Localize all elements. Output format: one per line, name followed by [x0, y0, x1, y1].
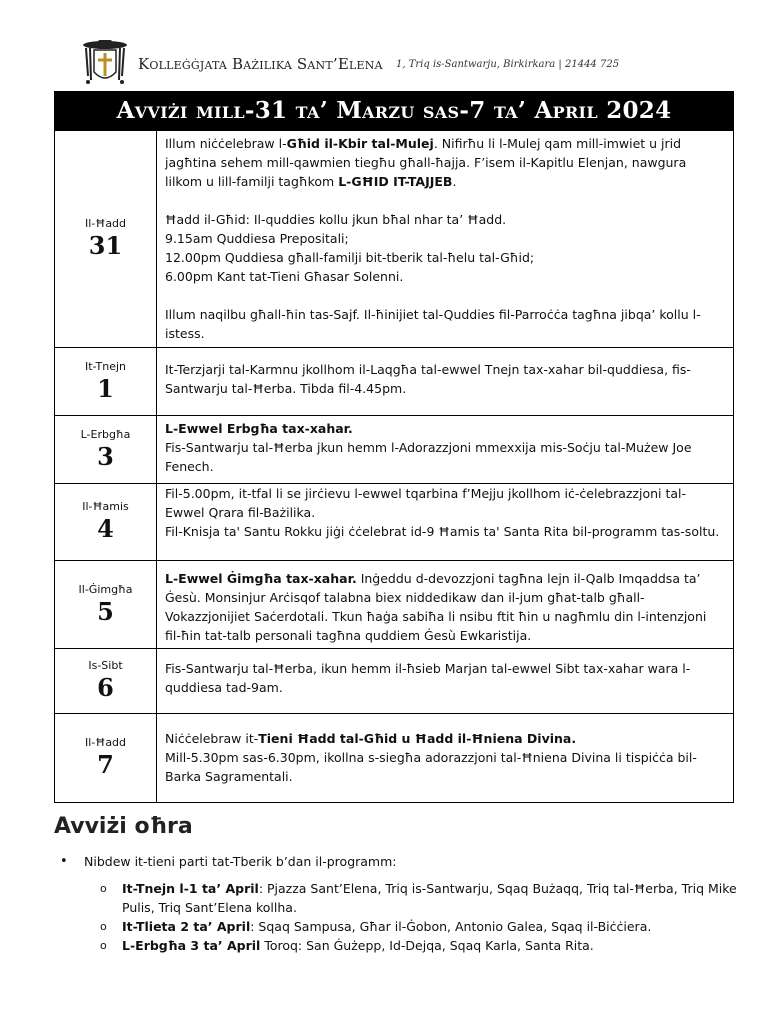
day-name: L-Erbgħa	[80, 427, 131, 441]
day-content	[157, 561, 733, 648]
day-row	[55, 130, 733, 347]
circle-bullet-icon: o	[100, 882, 107, 895]
day-name: Il-Ħamis	[82, 500, 129, 513]
text-span: . Nifirħu li l-Mulej qam mill-imwiet u jrid jagħtina sehem mill-qawmien tiegħu għall-ħajja. F’isem il-Kapitlu Elenjan, nawgura lilkom u lill-familji tagħkom	[165, 136, 687, 189]
episcopal-crest-icon	[80, 36, 130, 88]
circle-bullet-icon: o	[100, 920, 107, 933]
bold-text: It-Tnejn l-1 ta’ April	[122, 881, 259, 896]
day-row	[55, 415, 733, 483]
day-number: 31	[88, 231, 123, 260]
sub-list-item	[100, 917, 740, 936]
day-name: Il-Ġimgħa	[78, 582, 133, 596]
text-span: .	[452, 174, 457, 189]
day-row	[55, 347, 733, 415]
day-cell	[55, 561, 157, 648]
summer-time-note: Illum naqilbu għall-ħin tas-Sajf. Il-ħinijiet tal-Quddies fil-Parroċċa tagħna jibqa’ kollu l-istess.	[165, 307, 701, 341]
schedule-line: 6.00pm Kant tat-Tieni Għasar Solenni.	[165, 269, 404, 284]
notices-table	[54, 91, 734, 803]
day-number: 1	[97, 373, 114, 403]
day-row	[55, 713, 733, 802]
bold-text: L-Ewwel Ġimgħa tax-xahar.	[165, 571, 357, 586]
day-content	[157, 714, 733, 802]
sub-item-text	[122, 879, 740, 917]
notice-text: It-Terzjarji tal-Karmnu jkollhom il-Laqgħa tal-ewwel Tnejn tax-xahar bil-quddiesa, fis-Santwarju tal-Ħerba. Tibda fil-4.45pm.	[165, 362, 691, 396]
notice-text	[165, 729, 725, 748]
day-content	[157, 649, 733, 713]
day-cell	[55, 131, 157, 347]
circle-bullet-icon: o	[100, 939, 107, 952]
text-span: Inġeddu d-devozzjoni tagħna lejn il-Qalb Imqaddsa ta’ Ġesù. Monsinjur Arċisqof talabna biex niddedikaw dan il-jum għat-talb għall-Vokazzjonijiet Saċerdotali. Tkun ħaġa sabiħa li nsibu ftit ħin u nagħmlu din l-intenzjoni fil-ħin tat-talb personali tagħna quddiem Ġesù Ewkaristija.	[165, 571, 707, 643]
day-cell	[55, 714, 157, 802]
day-number: 5	[97, 596, 114, 626]
bold-text: L-Ewwel Erbgħa tax-xahar.	[165, 421, 353, 436]
notice-text: Mill-5.30pm sas-6.30pm, ikollna s-siegħa adorazzjoni tal-Ħniena Divina li tispiċċa bil-Barka Sagramentali.	[165, 750, 697, 784]
day-cell	[55, 348, 157, 415]
text-span: : Pjazza Sant’Elena, Triq is-Santwarju, Sqaq Bużaqq, Triq tal-Ħerba, Triq Mike Pulis, Triq Sant’Elena kollha.	[122, 881, 737, 915]
notice-text: Fil-5.00pm, it-tfal li se jirċievu l-ewwel tqarbina f’Mejju jkollhom iċ-ċelebrazzjoni tal-Ewwel Qrara fil-Bażilika.	[165, 486, 687, 520]
page-header	[80, 36, 700, 88]
day-number: 3	[97, 441, 114, 471]
other-notices-title: Avviżi oħra	[54, 814, 193, 839]
bold-text: It-Tlieta 2 ta’ April	[122, 919, 251, 934]
sub-list-item	[100, 936, 740, 955]
day-name: It-Tnejn	[84, 359, 126, 373]
day-content	[157, 416, 733, 483]
sub-list-item	[100, 879, 740, 917]
day-number: 4	[97, 514, 114, 543]
day-number: 7	[97, 750, 114, 779]
bold-heading	[165, 419, 725, 438]
day-name: Is-Sibt	[88, 659, 123, 672]
day-cell	[55, 484, 157, 560]
day-cell	[55, 416, 157, 483]
notice-text: Fis-Santwarju tal-Ħerba jkun hemm l-Adorazzjoni mmexxija mis-Soċju tal-Mużew Joe Fenech.	[165, 440, 692, 474]
bullet-icon: •	[60, 854, 68, 869]
bold-text: Għid il-Kbir tal-Mulej	[286, 136, 434, 151]
text-span: Niċċelebraw it-	[165, 731, 259, 746]
easter-greeting	[165, 134, 725, 191]
day-row	[55, 560, 733, 648]
list-item	[60, 852, 740, 871]
day-content	[157, 484, 733, 560]
other-notices-list	[60, 852, 740, 955]
text-span: Toroq: San Ġużepp, Id-Dejqa, Sqaq Karla, Santa Rita.	[260, 938, 594, 953]
text-span: : Sqaq Sampusa, Għar il-Ġobon, Antonio Galea, Sqaq il-Biċċiera.	[250, 919, 652, 934]
notice-text: Fis-Santwarju tal-Ħerba, ikun hemm il-ħsieb Marjan tal-ewwel Sibt tax-xahar wara l-quddiesa tad-9am.	[165, 661, 691, 695]
bold-text: L-GĦID IT-TAJJEB	[338, 174, 453, 189]
text-span: Illum niċċelebraw l-	[165, 136, 287, 151]
notice-text	[165, 569, 725, 645]
day-row	[55, 648, 733, 713]
bold-text: L-Erbgħa 3 ta’ April	[122, 938, 261, 953]
parish-address: 1, Triq is-Santwarju, Birkirkara | 21444 725	[396, 59, 620, 70]
sub-item-text	[122, 936, 594, 955]
sub-list	[100, 879, 740, 955]
day-number: 6	[97, 673, 114, 702]
sub-item-text	[122, 917, 651, 936]
schedule-line: 9.15am Quddiesa Prepositali;	[165, 231, 349, 246]
day-row	[55, 483, 733, 560]
day-content	[157, 131, 733, 347]
notices-title: Avviżi mill-31 ta’ Marzu sas-7 ta’ April 2024	[55, 92, 733, 130]
bullet-text: Nibdew it-tieni parti tat-Tberik b’dan il-programm:	[84, 854, 397, 869]
day-name: Il-Ħadd	[84, 217, 127, 230]
day-content	[157, 348, 733, 415]
schedule-line: Ħadd il-Għid: Il-quddies kollu jkun bħal nhar ta’ Ħadd.	[165, 212, 507, 227]
schedule-line: 12.00pm Quddiesa għall-familji bit-tberik tal-ħelu tal-Għid;	[165, 250, 535, 265]
notice-text: Fil-Knisja ta' Santu Rokku jiġi ċċelebrat id-9 Ħamis ta' Santa Rita bil-programm tas-soltu.	[165, 524, 720, 539]
parish-name: Kolleġġjata Bażilika Sant’Elena	[138, 55, 383, 73]
day-cell	[55, 649, 157, 713]
day-name: Il-Ħadd	[84, 736, 127, 749]
bold-text: Tieni Ħadd tal-Għid u Ħadd il-Ħniena Divina.	[258, 731, 577, 746]
